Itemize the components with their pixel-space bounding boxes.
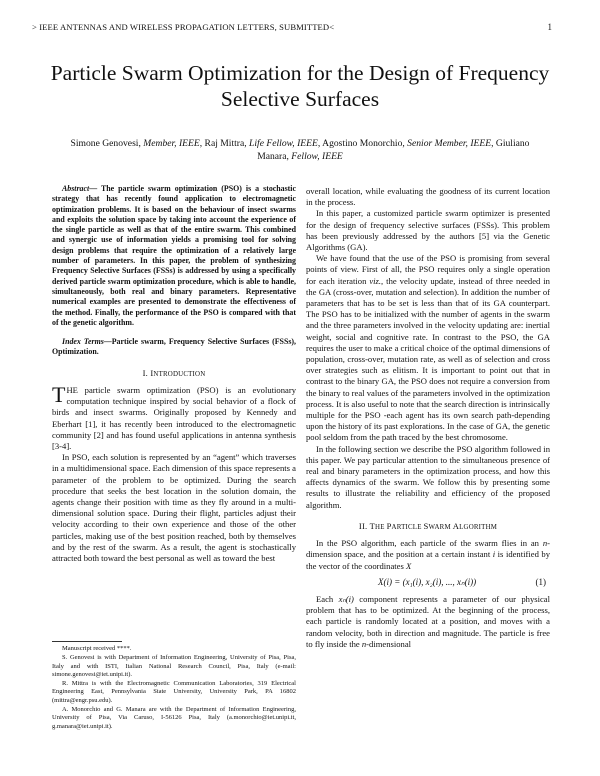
author-role: Fellow, IEEE [291, 150, 343, 162]
author-name: Simone Genovesi, [70, 138, 144, 149]
index-terms-lead: Index Terms [62, 337, 104, 347]
footnote-affiliation: A. Monorchio and G. Manara are with the Department of Information Engineering, University of Pisa, Via Caruso, I-56126 Pisa, Italy (a.monorchio@iet.unipi.it, g.manara@iet.unipi.it). [52, 706, 296, 730]
intro-paragraph-4: We have found that the use of the PSO is promising from several points of view. First of all, the PSO requires only a single operation for each iteration viz., the velocity update, instead of three needed in the GA (cross-over, mutation and selection). In addition the number of parameters that has to be set is less than that of its GA counterpart. The PSO has to be initialized with the number of agents in the swarm and the three parameters involved in the velocity updating are: inertial weight, social and cognitive rate. In contrast to the PSO, the GA requires the user to make a critical choice of the optimal dimensions of population, cross-over, mutation rate, as well as of selection and cross over strategies such as elitism. It is important to point out that in contrast to the binary GA, the PSO does not require a conversion from the binary to real values of the parameters involved in the optimization process. It is also useful to note that the search direction is intrinsically multiple for the PSO -each agent has its own search path-depending upon the history of its past explorations. In the case of GA, the genetic pool seldom from the path traced by the best chromosome. [306, 253, 550, 443]
abstract-text: — The particle swarm optimization (PSO) is a stochastic strategy that has recently found application to electromagnetic optimization problems. It is based on the behaviour of insect swarms and exploits the solution space by taking into account the experience of the single particle as well as that of the entire swarm. This combined and synergic use of information yields a promising tool for solving design problems that require the optimization of a relatively large number of parameters. In this paper, the problem of synthesizing Frequency Selective Surfaces (FSSs) is addressed by using a specifically derived particle swarm optimization procedure, which is able to handle, simultaneously, both real and binary parameters. Representative numerical examples are presented to demonstrate the effectiveness of the method. Finally, the performance of the PSO is compared with that of the genetic algorithm. [52, 184, 296, 327]
author-name: , Agostino Monorchio, [317, 138, 408, 149]
paper-title: Particle Swarm Optimization for the Design of Frequency Selective Surfaces [50, 61, 550, 111]
intro-paragraph-2: In PSO, each solution is represented by an “agent” which traverses in a multidimensional space. Each dimension of this space represents a parameter of the problem to be optimized. During the search procedure that seeks the best location in the solution domain, the agents change their position with time as they fly around in a multi-dimensional solution space. During their flight, particles adjust their velocity according to their own experience and those of the other particles, making use of the best position reached, both by themselves and by the rest of the swarm. As a result, the agent is stochastically attracted both toward the best personal as well as toward the best [52, 452, 296, 563]
pso-paragraph-1: In the PSO algorithm, each particle of the swarm flies in an n-dimension space, and the position at a certain instant i is identified by the vector of the coordinates X [306, 538, 550, 571]
pso-paragraph-2: Each xₙ(i) component represents a parameter of our physical problem that has to be optimized. At the beginning of the process, each particle is randomly located at a position, and moves with a random velocity, both in direction and magnitude. The particle is free to fly inside the n-dimensional [306, 593, 550, 649]
index-terms-text: —Particle swarm, Frequency Selective Surfaces (FSSs), Optimization. [52, 337, 297, 357]
section-heading-introduction: I. INTRODUCTION [142, 367, 206, 378]
footnote-received: Manuscript received ****. [62, 645, 132, 652]
intro-paragraph-1: THE particle swarm optimization (PSO) is an evolutionary computation technique inspired by social behavior of a flock of birds and insect swarms. Originally proposed by Kennedy and Eberhart [1], it has recently been introduced to the electromagnetic community [2] and has found useful applications in antenna synthesis [3-4]. [52, 381, 296, 451]
abstract [52, 184, 296, 328]
intro-continuation: overall location, while evaluating the goodness of its current location in the process. [306, 186, 550, 208]
drop-cap: T [52, 381, 66, 407]
footnote-affiliation: R. Mittra is with the Electromagnetic Communication Laboratories, 319 Electrical Engineering East, Pennsylvania State University, University Park, PA 16802 (mittra@engr.psu.edu). [52, 680, 296, 704]
page-number: 1 [547, 22, 552, 32]
section-heading-pso-algorithm: II. THE PARTICLE SWARM ALGORITHM [358, 520, 498, 531]
author-name: , Giuliano Manara, [257, 138, 530, 162]
footnote-affiliation: S. Genovesi is with Department of Information Engineering, University of Pisa, Pisa, Italy and with ISTI, Italian National Research Council, Pisa, Italy (e-mail: simone.genovesi@iet.unipi.it). [52, 654, 296, 678]
equation-expression: X(i) = (x₁(i), x₂(i), ..., xₙ(i)) [378, 576, 477, 587]
intro-paragraph-5: In the following section we describe the PSO algorithm followed in this paper. We pay particular attention to the simultaneous presence of real and binary parameters in the optimization process, and how this affects dynamics of the swarm. We follow this by presenting some results to illustrate the reliability and efficiency of the proposed algorithm. [306, 443, 550, 510]
author-list [70, 138, 530, 163]
equation-number: (1) [535, 576, 546, 587]
abstract-lead: Abstract [62, 184, 90, 193]
intro-paragraph-3: In this paper, a customized particle swarm optimizer is presented for the design of frequency selective surfaces (FSSs). This problem has been previously addressed by the authors [5] via the Genetic Algorithms (GA). [306, 208, 550, 253]
running-head: > IEEE ANTENNAS AND WIRELESS PROPAGATION LETTERS, SUBMITTED< [32, 22, 335, 32]
right-column [306, 186, 550, 650]
footnotes [52, 641, 296, 732]
index-terms [52, 337, 296, 358]
author-role: Life Fellow, IEEE [249, 138, 318, 149]
footnote-rule [52, 641, 122, 642]
author-role: Senior Member, IEEE [407, 138, 492, 149]
equation-1 [306, 577, 550, 588]
left-column [52, 184, 296, 564]
author-role: Member, IEEE [143, 138, 200, 149]
author-name: , Raj Mittra, [199, 138, 250, 149]
